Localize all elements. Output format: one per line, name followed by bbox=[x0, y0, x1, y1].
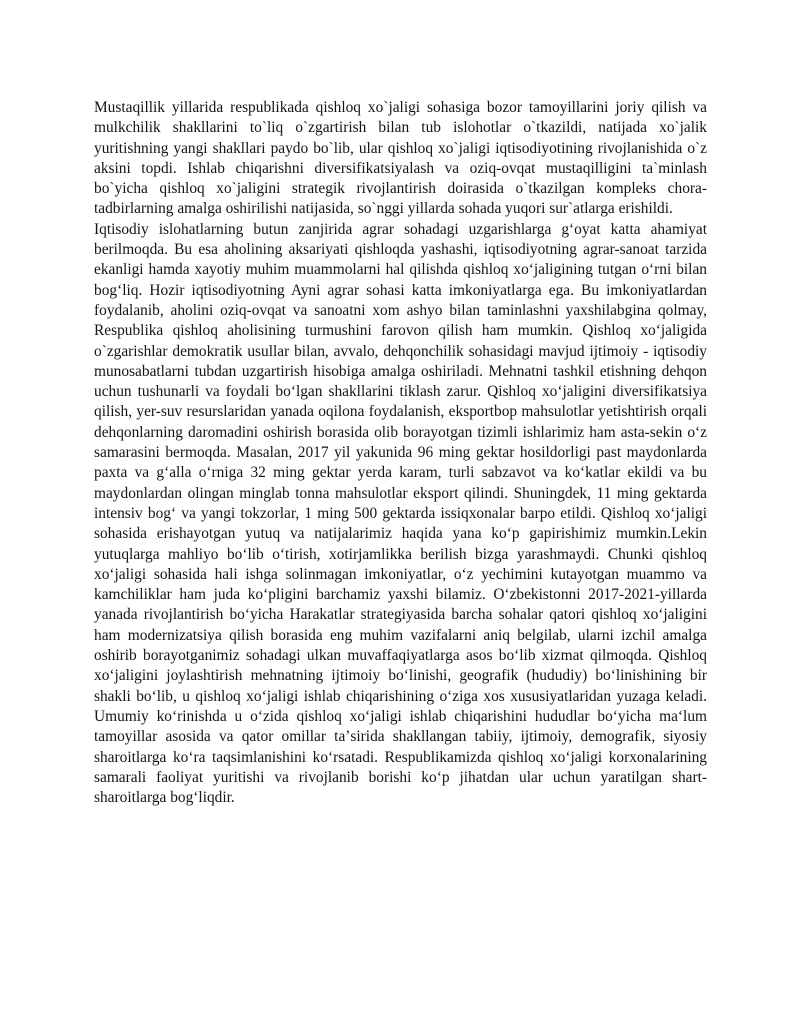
paragraph-agrarian-changes: Iqtisodiy islohatlarning butun zanjirida agrar sohadagi uzgarishlarga gʻoyat katta ahamiyat berilmoqda. Bu esa aholining aksariyati qishloqda yashashi, iqtisodiyotning agrar-sanoat tarzida ekanligi hamda xayotiy muhim muammolarni hal qilishda qishloq xoʻjaligining tutgan oʻrni bilan bogʻliq. Hozir iqtisodiyotning Ayni agrar sohasi katta imkoniyatlarga ega. Bu imkoniyatlardan foydalanib, aholini oziq-ovqat va sanoatni xom ashyo bilan taminlashni yaxshilabgina qolmay, Respublika qishloq aholisining turmushini farovon qilish ham mumkin. Qishloq xoʻjaligida o`zgarishlar demokratik usullar bilan, avvalo, dehqonchilik sohasidagi mavjud ijtimoiy - iqtisodiy munosabatlarni tubdan uzgartirish hisobiga amalga oshiriladi. Mehnatni tashkil etishning dehqon uchun tushunarli va foydali boʻlgan shakllarini tiklash zarur. Qishloq xoʻjaligini diversifikatsiya qilish, yer-suv resurslaridan yanada oqilona foydalanish, eksportbop mahsulotlar yetishtirish orqali dehqonlarning daromadini oshirish borasida olib borayotgan tizimli ishlarimiz ham asta-sekin oʻz samarasini bermoqda. Masalan, 2017 yil yakunida 96 ming gektar hosildorligi past maydonlarda paxta va gʻalla oʻrniga 32 ming gektar yerda karam, turli sabzavot va koʻkatlar ekildi va bu maydonlardan olingan minglab tonna mahsulotlar eksport qilindi. Shuningdek, 11 ming gektarda intensiv bogʻ va yangi tokzorlar, 1 ming 500 gektarda issiqxonalar barpo etildi. Qishloq xoʻjaligi sohasida erishayotgan yutuq va natijalarimiz haqida yana koʻp gapirishimiz mumkin.Lekin yutuqlarga mahliyo boʻlib oʻtirish, xotirjamlikka berilish bizga yarashmaydi. Chunki qishloq xoʻjaligi sohasida hali ishga solinmagan imkoniyatlar, oʻz yechimini kutayotgan muammo va kamchiliklar ham juda koʻpligini barchamiz yaxshi bilamiz. Oʻzbekistonni 2017-2021-yillarda yanada rivojlantirish boʻyicha Harakatlar strategiyasida barcha sohalar qatori qishloq xoʻjaligini ham modernizatsiya qilish borasida eng muhim vazifalarni aniq belgilab, ularni izchil amalga oshirib borayotganimiz sohadagi ulkan muvaffaqiyatlarga asos boʻlib xizmat qilmoqda. Qishloq xoʻjaligini joylashtirish mehnatning ijtimoiy boʻlinishi, geografik (hududiy) boʻlinishining bir shakli boʻlib, u qishloq xoʻjaligi ishlab chiqarishining oʻziga xos xususiyatlaridan yuzaga keladi. Umumiy koʻrinishda u oʻzida qishloq xoʻjaligi ishlab chiqarishini hududlar boʻyicha maʻlum tamoyillar asosida va qator omillar taʼsirida shakllangan tabiiy, ijtimoiy, demografik, siyosiy sharoitlarga koʻra taqsimlanishini koʻrsatadi. Respublikamizda qishloq xoʻjaligi korxonalarining samarali faoliyat yuritishi va rivojlanib borishi koʻp jihatdan ular uchun yaratilgan shart-sharoitlarga bogʻliqdir. bbox=[94, 220, 707, 807]
paragraph-reforms-intro: Mustaqillik yillarida respublikada qishloq xo`jaligi sohasiga bozor tamoyillarini joriy qilish va mulkchilik shakllarini to`liq o`zgartirish bilan tub islohotlar o`tkazildi, natijada xo`jalik yuritishning yangi shakllari paydo bo`lib, ular qishloq xo`jaligi iqtisodiyotining rivojlanishida o`z aksini topdi. Ishlab chiqarishni diversifikatsiyalash va oziq-ovqat mustaqilligini ta`minlash bo`yicha qishloq xo`jaligini strategik rivojlantirish doirasida o`tkazilgan kompleks chora-tadbirlarning amalga oshirilishi natijasida, so`nggi yillarda sohada yuqori sur`atlarga erishildi. bbox=[94, 99, 707, 218]
document-page bbox=[94, 98, 707, 808]
